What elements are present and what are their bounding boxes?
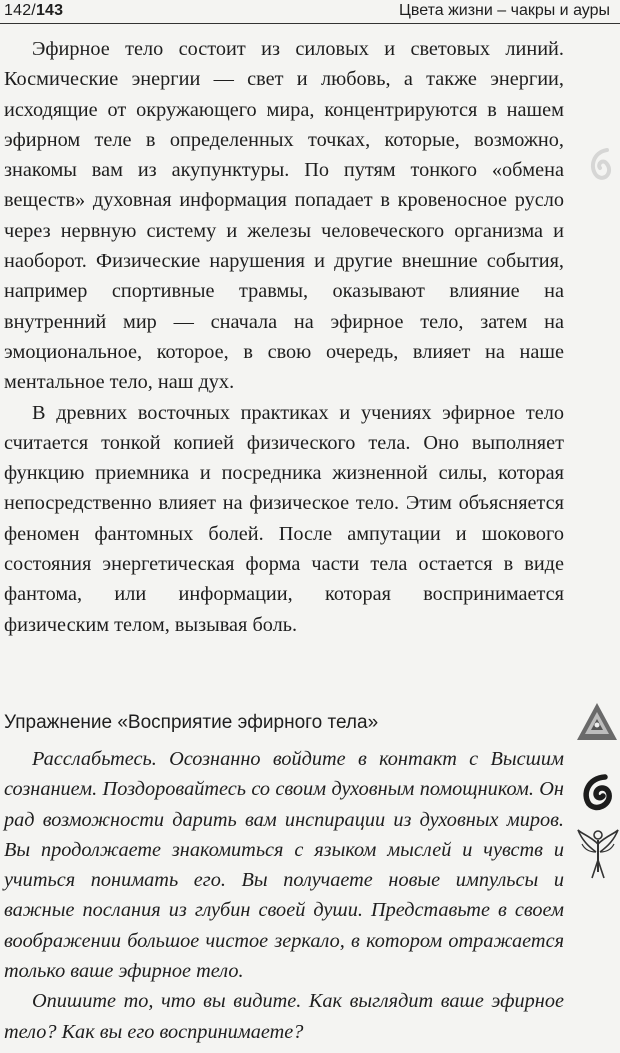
running-title: Цвета жизни – чакры и ауры [399, 2, 610, 19]
triangle-symbol-icon [575, 700, 619, 744]
angel-symbol-icon [576, 826, 620, 882]
faded-spiral-icon [585, 142, 617, 186]
page-current: 142 [4, 2, 32, 19]
spiral-symbol-icon [578, 770, 618, 814]
exercise-text [4, 744, 564, 1047]
page-number: 142/143 [4, 2, 64, 19]
exercise-paragraph: Опишите то, что вы видите. Как выглядит ваше эфирное тело? Как вы его воспринимаете? [4, 990, 564, 1043]
paragraph: В древних восточных практиках и учениях эфирное тело считается тонкой копией физического тела. Оно выполняет функцию приемника и посредника жизненной силы, которая непосредственно влияет на физическое тело. Этим объясняется феномен фантомных болей. После ампутации и шокового состояния энергетическая форма части тела остается в виде фантома, или информации, которая воспринимается физическим телом, вызывая боль. [4, 401, 564, 636]
page-header [0, 0, 620, 26]
paragraph: Эфирное тело состоит из силовых и световых линий. Космические энергии — свет и любовь, а также энергии, исходящие от окружающего мира, концентрируются в нашем эфирном теле в определенных точках, которые, возможно, знакомы вам из акупунктуры. По путям тонкого «обмена веществ» духовная информация попадает в кровеносное русло через нервную систему и железы человеческого организма и наоборот. Физические нарушения и другие внешние события, например спортивные травмы, оказывают влияние на внутренний мир — сначала на эфирное тело, затем на эмоциональное, которое, в свою очередь, влияет на наше ментальное тело, наш дух. [4, 38, 564, 394]
exercise-paragraph: Расслабьтесь. Осознанно войдите в контакт с Высшим сознанием. Поздоровайтесь со своим духовным помощником. Он рад возможности дарить вам инспирации из духовных миров. Вы продолжаете знакомиться с языком мыслей и чувств и учиться понимать его. Вы получаете новые импульсы и важные послания из глубин своей души. Представьте в своем воображении большое чистое зеркало, в котором отражается только ваше эфирное тело. [4, 748, 564, 983]
header-rule [0, 23, 620, 24]
page-total: 143 [35, 2, 64, 19]
main-text [4, 34, 564, 640]
exercise-title: Упражнение «Восприятие эфирного тела» [4, 712, 379, 733]
